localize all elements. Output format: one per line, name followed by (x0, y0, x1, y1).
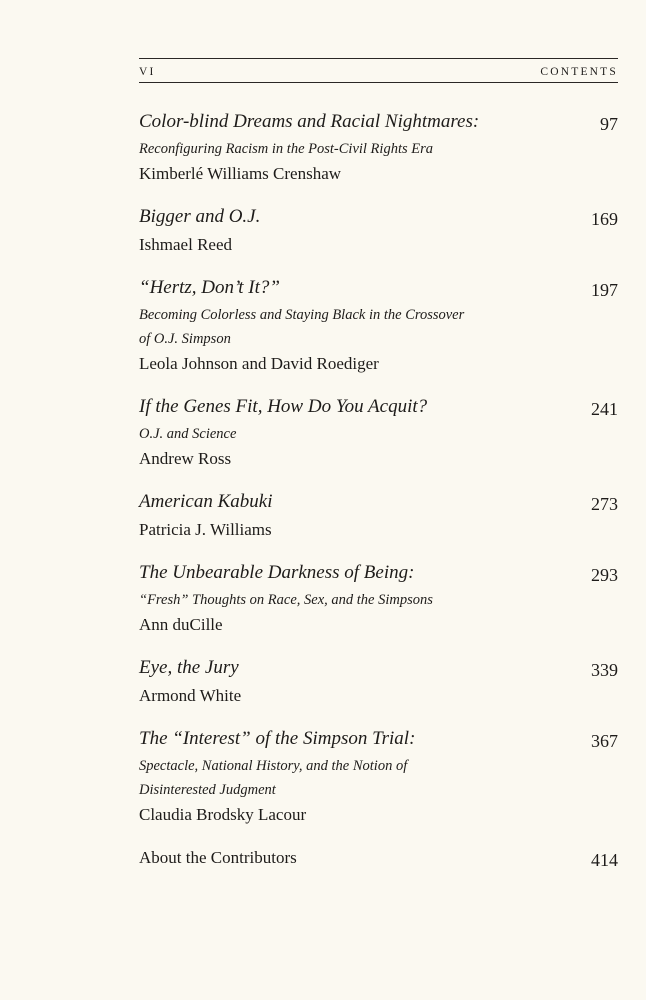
page-number: 414 (591, 850, 618, 870)
chapter-title: The Unbearable Darkness of Being: (139, 562, 415, 583)
page-number: 97 (600, 114, 618, 134)
chapter-title: The “Interest” of the Simpson Trial: (139, 728, 416, 749)
chapter-subtitle-line: Spectacle, National History, and the Notion of (139, 758, 408, 774)
page-number: 339 (591, 660, 618, 680)
chapter-subtitle-line: of O.J. Simpson (139, 331, 231, 347)
running-head (139, 63, 618, 81)
chapter-subtitle (139, 754, 618, 802)
chapter-author: Andrew Ross (139, 449, 232, 468)
chapter-title: Bigger and O.J. (139, 206, 261, 227)
chapter-author: Claudia Brodsky Lacour (139, 805, 307, 824)
toc-entry (139, 392, 618, 471)
toc-entry (139, 653, 618, 708)
chapter-subtitle (139, 137, 618, 161)
toc-entry-contributors (139, 843, 618, 873)
chapter-title: American Kabuki (139, 491, 273, 512)
chapter-author: Armond White (139, 686, 242, 705)
chapter-subtitle-line: Becoming Colorless and Staying Black in the Crossover (139, 307, 465, 323)
chapter-author: Kimberlé Williams Crenshaw (139, 164, 342, 183)
table-of-contents (139, 107, 618, 889)
toc-entry (139, 558, 618, 637)
chapter-author: Ishmael Reed (139, 235, 232, 254)
chapter-author: Patricia J. Williams (139, 520, 272, 539)
header-rule-top (139, 58, 618, 59)
back-matter-title: About the Contributors (139, 848, 297, 867)
page-number: 241 (591, 399, 618, 419)
toc-entry (139, 724, 618, 827)
toc-entry (139, 202, 618, 257)
chapter-subtitle (139, 303, 618, 351)
chapter-title: Eye, the Jury (139, 657, 239, 678)
chapter-subtitle-line: “Fresh” Thoughts on Race, Sex, and the Simpsons (139, 592, 433, 608)
chapter-title: Color-blind Dreams and Racial Nightmares: (139, 111, 480, 132)
page-number: 367 (591, 731, 618, 751)
toc-entry (139, 107, 618, 186)
page-number: 197 (591, 280, 618, 300)
chapter-subtitle-line: Disinterested Judgment (139, 782, 276, 798)
toc-entry (139, 487, 618, 542)
chapter-title: “Hertz, Don’t It?” (139, 277, 280, 298)
page-number: 293 (591, 565, 618, 585)
chapter-subtitle (139, 588, 618, 612)
page-number: 273 (591, 494, 618, 514)
chapter-author: Leola Johnson and David Roediger (139, 354, 379, 373)
chapter-author: Ann duCille (139, 615, 223, 634)
chapter-subtitle-line: Reconfiguring Racism in the Post-Civil Rights Era (139, 141, 433, 157)
header-rule-bottom (139, 82, 618, 83)
running-head-title: CONTENTS (540, 66, 618, 78)
page-number-roman: VI (139, 66, 156, 78)
chapter-title: If the Genes Fit, How Do You Acquit? (139, 396, 428, 417)
chapter-subtitle (139, 422, 618, 446)
chapter-subtitle-line: O.J. and Science (139, 426, 237, 442)
page-number: 169 (591, 209, 618, 229)
toc-entry (139, 273, 618, 376)
